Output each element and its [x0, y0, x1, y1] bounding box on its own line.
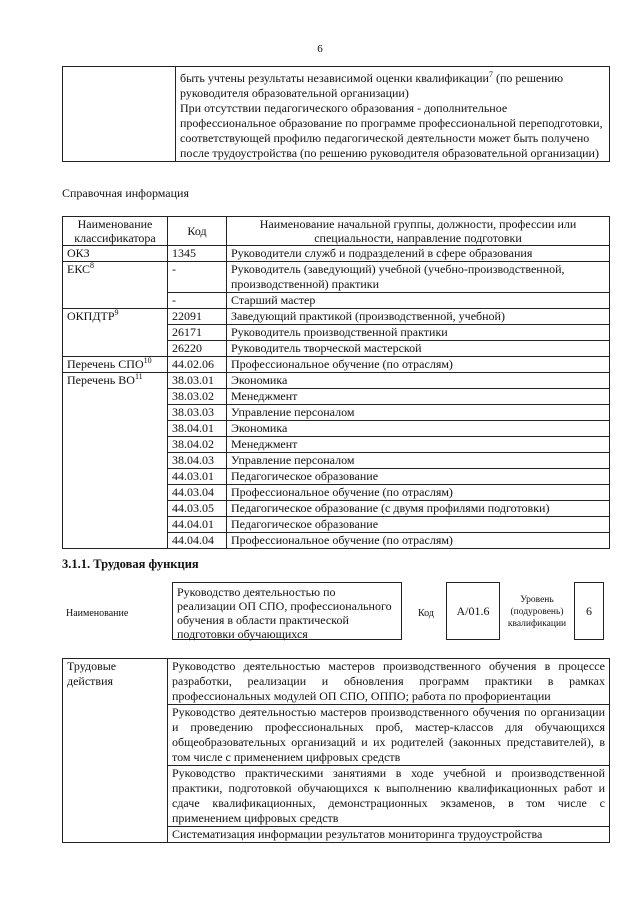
name-cell: Экономика — [227, 373, 610, 389]
name-cell: Профессиональное обучение (по отраслям) — [227, 485, 610, 501]
footnote-ref-9: 9 — [114, 308, 119, 317]
code-cell: 44.02.06 — [168, 357, 227, 373]
table-row — [63, 246, 610, 262]
requirements-para-2: При отсутствии педагогического образования - дополнительное профессиональное образование по программе профессиональной переподготовки, соответствующей профилю педагогической деятельности может быть получено после трудоустройства (по решению руководителя образовательной организации) — [180, 101, 603, 160]
classifier-spo: Перечень СПО$^{10}$ — [63, 357, 168, 373]
code-cell: 38.04.03 — [168, 453, 227, 469]
labor-actions-table — [62, 658, 610, 843]
table-row — [63, 373, 610, 389]
name-cell: Руководитель производственной практики — [227, 325, 610, 341]
code-cell: 44.03.01 — [168, 469, 227, 485]
code-cell: 44.04.04 — [168, 533, 227, 549]
function-code-label: Код — [418, 608, 434, 619]
requirements-cell — [176, 67, 610, 162]
header-name: Наименование начальной группы, должности, профессии или специальности, направление подготовки — [227, 217, 610, 246]
classifier-okz: ОКЗ — [63, 246, 168, 262]
name-cell: Руководитель (заведующий) учебной (учебно-производственной, производственной) практики — [227, 262, 610, 293]
code-cell: 26220 — [168, 341, 227, 357]
labor-actions-label: Трудовые действия — [63, 659, 168, 843]
classifier-vo: Перечень ВО$^{11}$ — [63, 373, 168, 549]
name-cell: Профессиональное обучение (по отраслям) — [227, 533, 610, 549]
code-cell: 1345 — [168, 246, 227, 262]
footnote-ref-11: 11 — [134, 372, 143, 381]
code-cell: - — [168, 293, 227, 309]
reference-table — [62, 216, 610, 549]
page-number: 6 — [317, 43, 323, 55]
code-cell: 38.03.02 — [168, 389, 227, 405]
qualification-level-value: 6 — [574, 582, 604, 640]
name-cell: Педагогическое образование — [227, 469, 610, 485]
table-row — [63, 659, 610, 705]
name-cell: Руководитель творческой мастерской — [227, 341, 610, 357]
function-name-value: Руководство деятельностью по реализации ОП СПО, профессионального обучения в области практической подготовки обучающихся — [172, 582, 402, 640]
function-code-value: A/01.6 — [446, 582, 500, 640]
footnote-ref-8: 8 — [90, 261, 95, 270]
table-row — [63, 262, 610, 293]
name-cell: Управление персоналом — [227, 405, 610, 421]
qualification-level-label: Уровень (подуровень) квалификации — [507, 595, 567, 629]
name-cell: Руководители служб и подразделений в сфере образования — [227, 246, 610, 262]
code-cell: 44.03.05 — [168, 501, 227, 517]
name-cell: Управление персоналом — [227, 453, 610, 469]
name-cell: Заведующий практикой (производственной, учебной) — [227, 309, 610, 325]
section-title: 3.1.1. Трудовая функция — [62, 557, 199, 571]
code-cell: 26171 — [168, 325, 227, 341]
header-classifier: Наименование классификатора — [63, 217, 168, 246]
code-cell: 44.04.01 — [168, 517, 227, 533]
name-cell: Педагогическое образование — [227, 517, 610, 533]
requirements-para-1-tail: (по решению руководителя образовательной организации) — [180, 71, 564, 100]
requirements-para-1: быть учтены результаты независимой оценки квалификации — [180, 71, 489, 85]
empty-label-cell — [63, 67, 176, 162]
code-cell: 44.03.04 — [168, 485, 227, 501]
function-name-label: Наименование — [66, 608, 129, 619]
header-code: Код — [168, 217, 227, 246]
classifier-okpdtr: ОКПДТР$^9$ — [63, 309, 168, 357]
labor-function-header — [62, 582, 610, 644]
code-cell: 38.04.02 — [168, 437, 227, 453]
code-cell: - — [168, 262, 227, 293]
code-cell: 38.04.01 — [168, 421, 227, 437]
education-requirements-table — [62, 66, 610, 162]
labor-action-item: Руководство деятельностью мастеров производственного обучения по организации и проведению профессиональных проб, мастер-классов для обучающихся общеобразовательных организаций и их родителей (законных представителей), в том числе с применением цифровых средств — [168, 705, 610, 766]
name-cell: Профессиональное обучение (по отраслям) — [227, 357, 610, 373]
footnote-ref-10: 10 — [143, 356, 152, 365]
code-cell: 22091 — [168, 309, 227, 325]
name-cell: Менеджмент — [227, 389, 610, 405]
labor-action-item: Руководство практическими занятиями в ходе учебной и производственной практики, подготовкой обучающихся к выполнению квалификационных работ и сдаче квалификационных, демонстрационных экзаменов, в том числе с применением цифровых средств — [168, 766, 610, 827]
labor-action-item: Систематизация информации результатов мониторинга трудоустройства — [168, 827, 610, 843]
table-row — [63, 357, 610, 373]
name-cell: Педагогическое образование (с двумя профилями подготовки) — [227, 501, 610, 517]
code-cell: 38.03.03 — [168, 405, 227, 421]
name-cell: Старший мастер — [227, 293, 610, 309]
table-row — [63, 309, 610, 325]
name-cell: Менеджмент — [227, 437, 610, 453]
reference-header-row — [63, 217, 610, 246]
footnote-ref-7: 7 — [488, 70, 493, 79]
labor-action-item: Руководство деятельностью мастеров производственного обучения в процессе разработки, реализации и обновления программ практики в рамках профессиональных модулей ОП СПО, ОППО; работа по профориентации — [168, 659, 610, 705]
code-cell: 38.03.01 — [168, 373, 227, 389]
reference-title: Справочная информация — [62, 186, 189, 200]
name-cell: Экономика — [227, 421, 610, 437]
classifier-eks: ЕКС$^8$ — [63, 262, 168, 309]
